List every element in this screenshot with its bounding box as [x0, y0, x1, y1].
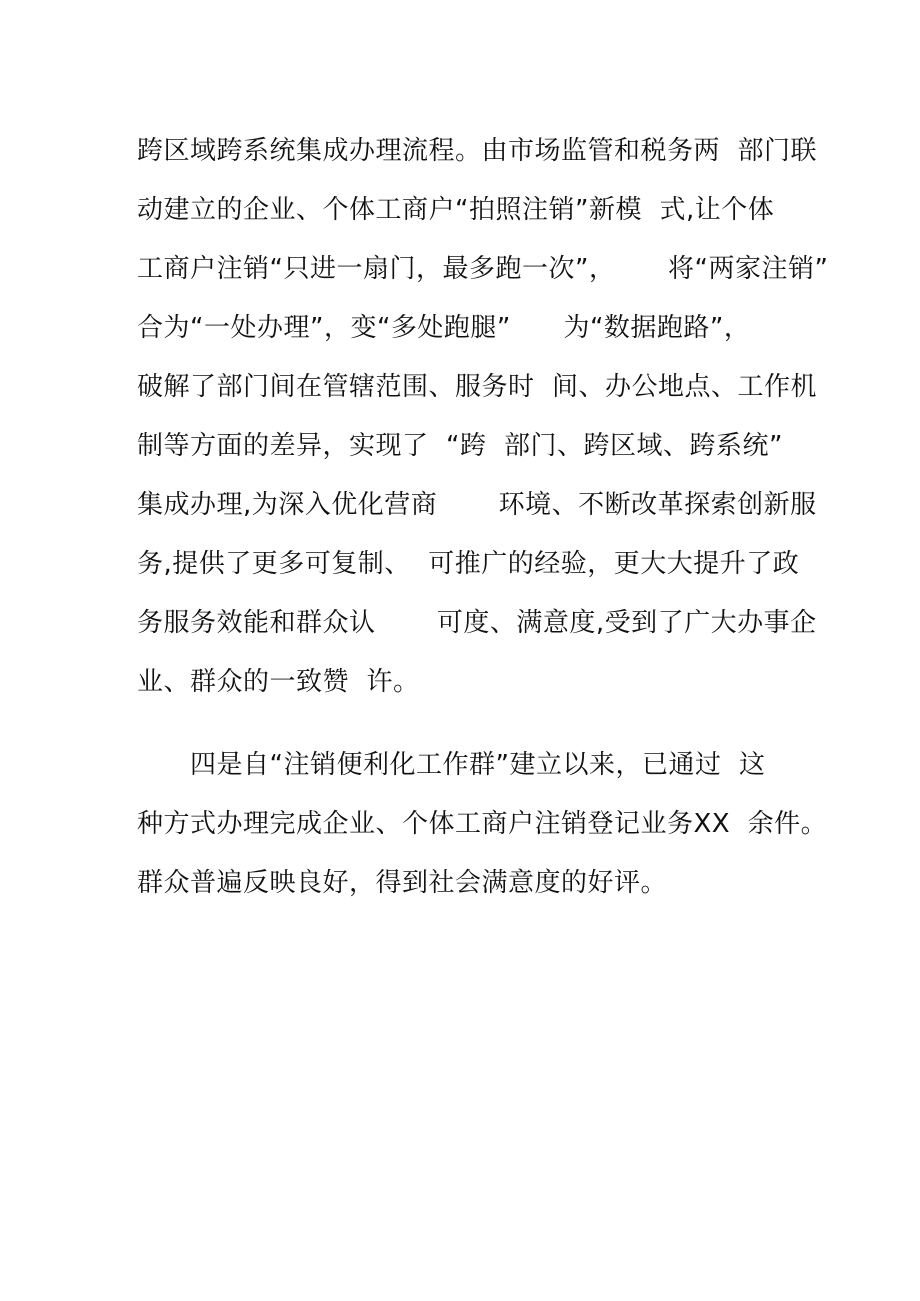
text-line: 集成办理,为深入优化营商 环境、不断改革探索创新服: [137, 490, 817, 520]
text-line: 动建立的企业、个体工商户“拍照注销”新模 式,让个体: [137, 195, 775, 225]
text-line: 破解了部门间在管辖范围、服务时 间、办公地点、工作机: [137, 372, 818, 402]
text-line: 工商户注销“只进一扇门，最多跑一次”， 将“两家注销”: [137, 254, 829, 284]
text-line: 制等方面的差异，实现了 “跨 部门、跨区域、跨系统”: [137, 431, 783, 461]
text-line: 种方式办理完成企业、个体工商户注销登记业务XX 余件。: [137, 809, 828, 839]
text-line: 群众普遍反映良好，得到社会满意度的好评。: [137, 868, 668, 898]
text-line: 跨区域跨系统集成办理流程。由市场监管和税务两 部门联: [137, 136, 818, 166]
text-line: 务服务效能和群众认 可度、满意度,受到了广大办事企: [137, 608, 817, 638]
text-line: 四是自“注销便利化工作群”建立以来，已通过 这: [190, 750, 766, 780]
text-line: 务,提供了更多可复制、 可推广的经验，更大大提升了政: [137, 549, 800, 579]
text-line: 业、群众的一致赞 许。: [137, 667, 420, 697]
text-line: 合为“一处办理”，变“多处跑腿” 为“数据跑路”，: [137, 313, 751, 343]
